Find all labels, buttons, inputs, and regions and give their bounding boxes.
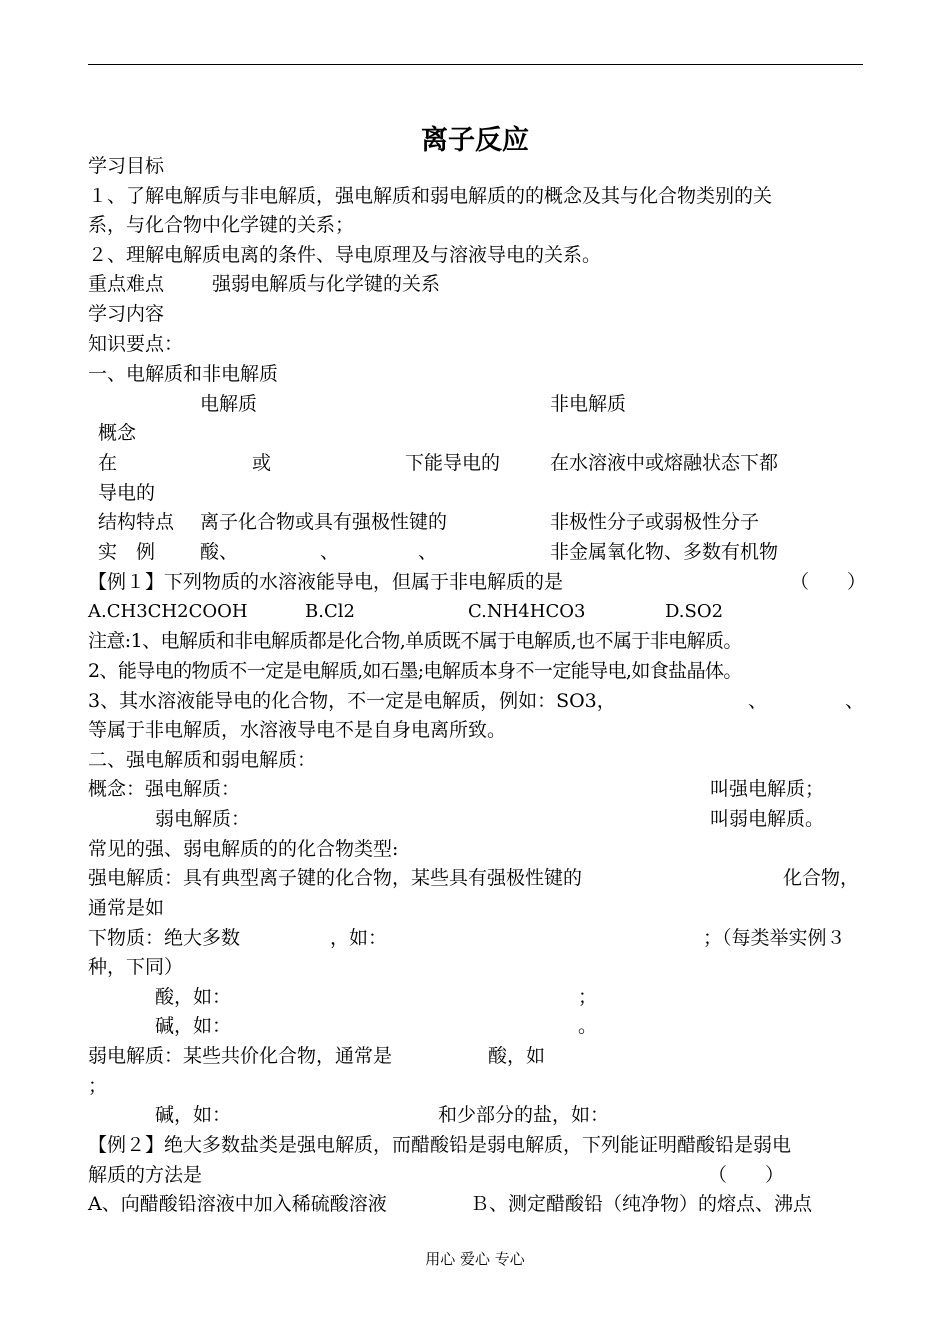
weak-line-1: 弱电解质：某些共价化合物，通常是 xyxy=(88,1045,393,1067)
knowledge-heading: 知识要点： xyxy=(88,333,184,355)
row-example-n: 非金属氧化物、多数有机物 xyxy=(550,541,779,563)
row-concept-label: 概念 xyxy=(98,422,137,444)
note-line-4: 等属于非电解质，水溶液导电不是自身电离所致。 xyxy=(88,719,507,741)
weak-line-1-mid: 酸，如 xyxy=(488,1045,546,1067)
concept-strong-end: 叫强电解质； xyxy=(710,778,825,800)
row-structure-n: 非极性分子或弱极性分子 xyxy=(550,511,760,533)
row-concept-at: 在 xyxy=(98,452,118,474)
example-1-question: 【例１】下列物质的水溶液能导电，但属于非电解质的是 xyxy=(88,571,564,593)
page-title: 离子反应 xyxy=(421,125,529,156)
row-example-e1: 酸、 xyxy=(200,541,239,563)
strong-line-2: 通常是如 xyxy=(88,897,165,919)
example-1-option-b: B.Cl2 xyxy=(305,601,355,622)
note-line-3-sep1: 、 xyxy=(748,690,768,712)
note-line-2: 2、能导电的物质不一定是电解质,如石墨;电解质本身不一定能导电,如食盐晶体。 xyxy=(88,660,742,682)
row-concept-cont: 导电的 xyxy=(98,482,156,504)
example-2-line-1: 【例２】绝大多数盐类是强电解质，而醋酸铅是弱电解质，下列能证明醋酸铅是弱电 xyxy=(88,1134,792,1156)
acid-end: ； xyxy=(578,986,598,1008)
weak-line-2: ； xyxy=(88,1075,108,1097)
strong-line-4: 种，下同） xyxy=(88,956,184,978)
objective-2: ２、理解电解质电离的条件、导电原理及与溶液导电的关系。 xyxy=(88,244,602,266)
row-structure-label: 结构特点 xyxy=(98,511,175,533)
strong-line-1: 强电解质：具有典型离子键的化合物，某些具有强极性键的 xyxy=(88,867,583,889)
row-example-e3: 、 xyxy=(418,541,438,563)
key-points-label: 重点难点 xyxy=(88,273,165,295)
row-example-label: 实 例 xyxy=(98,541,156,563)
example-2-paren: （ ） xyxy=(708,1164,785,1186)
strong-line-1-end: 化合物， xyxy=(783,867,860,889)
example-1-option-a: A.CH3CH2COOH xyxy=(88,601,248,622)
objectives-heading: 学习目标 xyxy=(88,155,165,177)
col-nonelectrolyte: 非电解质 xyxy=(550,393,627,415)
acid-line: 酸，如： xyxy=(155,986,232,1008)
section-2-heading: 二、强电解质和弱电解质： xyxy=(88,749,317,771)
base-line: 碱，如： xyxy=(155,1015,232,1037)
example-2-option-b: Ｂ、测定醋酸铅（纯净物）的熔点、沸点 xyxy=(470,1193,813,1215)
row-structure-e: 离子化合物或具有强极性键的 xyxy=(200,511,448,533)
concept-strong: 概念：强电解质： xyxy=(88,778,241,800)
weak-base-mid: 和少部分的盐，如： xyxy=(438,1104,610,1126)
content-heading: 学习内容 xyxy=(88,303,165,325)
row-example-e2: 、 xyxy=(320,541,340,563)
concept-weak-end: 叫弱电解质。 xyxy=(710,808,825,830)
types-heading: 常见的强、弱电解质的的化合物类型: xyxy=(88,838,399,860)
objective-1-line-1: １、了解电解质与非电解质，强电解质和弱电解质的的概念及其与化合物类别的关 xyxy=(88,185,773,207)
example-2-line-2: 解质的方法是 xyxy=(88,1164,203,1186)
weak-base: 碱，如： xyxy=(155,1104,232,1126)
base-end: 。 xyxy=(578,1015,598,1037)
key-points-text: 强弱电解质与化学键的关系 xyxy=(212,273,441,295)
col-electrolyte: 电解质 xyxy=(200,393,258,415)
row-concept-conduct: 下能导电的 xyxy=(405,452,501,474)
strong-line-3-mid: ，如： xyxy=(330,927,388,949)
note-line-3: 3、其水溶液能导电的化合物，不一定是电解质，例如：SO3， xyxy=(88,690,616,712)
header-rule xyxy=(88,64,863,65)
note-line-1: 注意:1、电解质和非电解质都是化合物,单质既不属于电解质,也不属于非电解质。 xyxy=(88,630,742,652)
row-concept-non: 在水溶液中或熔融状态下都 xyxy=(550,452,779,474)
example-1-option-d: D.SO2 xyxy=(665,601,724,622)
row-concept-or: 或 xyxy=(252,452,272,474)
example-1-paren: （ ） xyxy=(790,571,867,593)
concept-weak: 弱电解质： xyxy=(155,808,251,830)
section-1-heading: 一、电解质和非电解质 xyxy=(88,363,279,385)
note-line-3-sep2: 、 xyxy=(845,690,865,712)
objective-1-line-2: 系，与化合物中化学键的关系； xyxy=(88,214,355,236)
example-2-option-a: A、向醋酸铅溶液中加入稀硫酸溶液 xyxy=(88,1193,387,1215)
strong-line-3: 下物质：绝大多数 xyxy=(88,927,241,949)
page-footer: 用心 爱心 专心 xyxy=(425,1250,525,1268)
strong-line-3-end: ；（每类举实例３ xyxy=(703,927,846,949)
example-1-option-c: C.NH4HCO3 xyxy=(468,601,586,622)
